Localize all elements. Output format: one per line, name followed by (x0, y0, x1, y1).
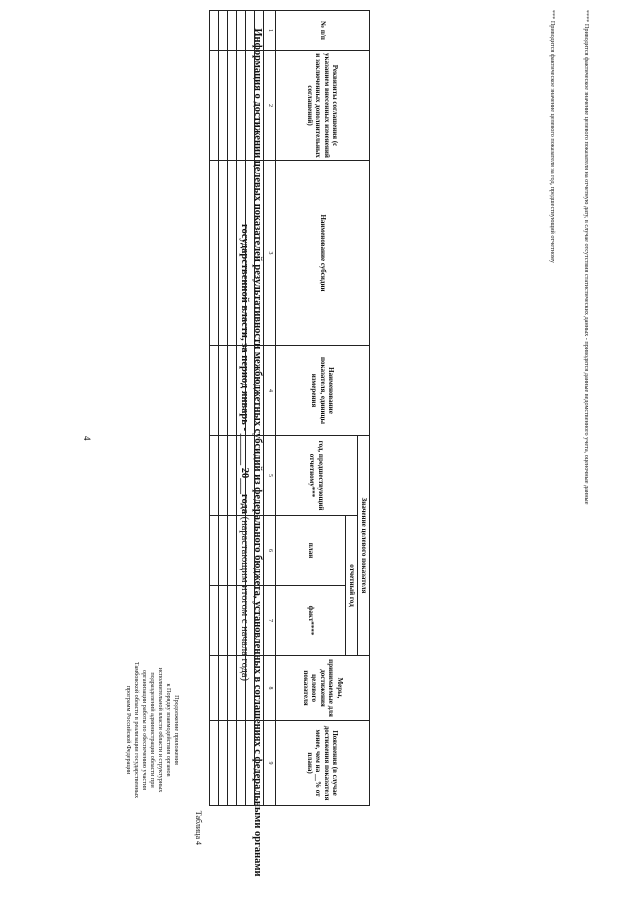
column-number: 7 (264, 586, 276, 656)
header-no: № п/п (276, 11, 370, 51)
header-explanation: Пояснения (в случае достижения показателя менее, чем на __% от плана) (276, 721, 370, 806)
column-number: 4 (264, 346, 276, 436)
appendix-note (124, 615, 180, 845)
table-row (228, 11, 237, 806)
table-row (219, 11, 228, 806)
appendix-line: Тамбовской области в реализации государственных (133, 661, 140, 799)
appendix-line: к Порядку взаимодействия органов (165, 683, 172, 777)
header-value-group: Значение целевого показателя (358, 436, 370, 656)
appendix-line: исполнительной власти области и структурных (157, 667, 164, 793)
column-number: 6 (264, 516, 276, 586)
column-number: 9 (264, 721, 276, 806)
column-number: 3 (264, 161, 276, 346)
header-report-year: отчетный год (346, 516, 358, 656)
footnote-3: *** Приводится фактическое значение целевого показателя за год, предшествующий отчетному (549, 10, 556, 263)
header-requisites: Реквизиты соглашения (с указанием внесенных изменений и заключенных дополнительных соглашений) (276, 51, 370, 161)
header-fact: факт**** (276, 586, 346, 656)
column-number: 8 (264, 656, 276, 721)
table-row (255, 11, 264, 806)
header-indicator: Наименование показателя, единицы измерения (276, 346, 370, 436)
heading-suffix: (нарастающим итогом с начала года) (239, 516, 250, 682)
appendix-line: организации работы по обеспечению участия (141, 669, 148, 791)
header-measures: Меры, принимаемые для достижения целевого показателя (276, 656, 370, 721)
header-subsidy: Наименование субсидии (276, 161, 370, 346)
column-number: 2 (264, 51, 276, 161)
page-number: 4 (82, 436, 92, 441)
appendix-line: подразделений администрации области при (149, 672, 156, 788)
column-number: 5 (264, 436, 276, 516)
column-number: 1 (264, 11, 276, 51)
header-plan: план (276, 516, 346, 586)
indicators-table (210, 10, 371, 806)
appendix-line: программ Российской Федерации (125, 685, 132, 775)
table-row (246, 11, 255, 806)
column-numbers-row (264, 11, 276, 806)
table-label: Таблица 4 (194, 810, 203, 845)
table-row (210, 11, 219, 806)
table-header-row (358, 11, 370, 806)
header-prev-year: год, предшествующий отчетному*** (276, 436, 358, 516)
appendix-line: Продолжение приложения (173, 695, 180, 765)
heading-main: Информация о достижении целевых показателей результативности межбюджетных субсидий из федерального бюджета, установленных в соглашениях с федеральными органами государственной власти, за период январь - ______ 20___года (239, 28, 263, 877)
footnote-4: **** Приводится фактическое значение целевого показателя на отчетную дату, в случае отсутствия статистических данных - приводятся данные ведомственного учета, оценочные данные (583, 10, 590, 505)
table-row (237, 11, 246, 806)
